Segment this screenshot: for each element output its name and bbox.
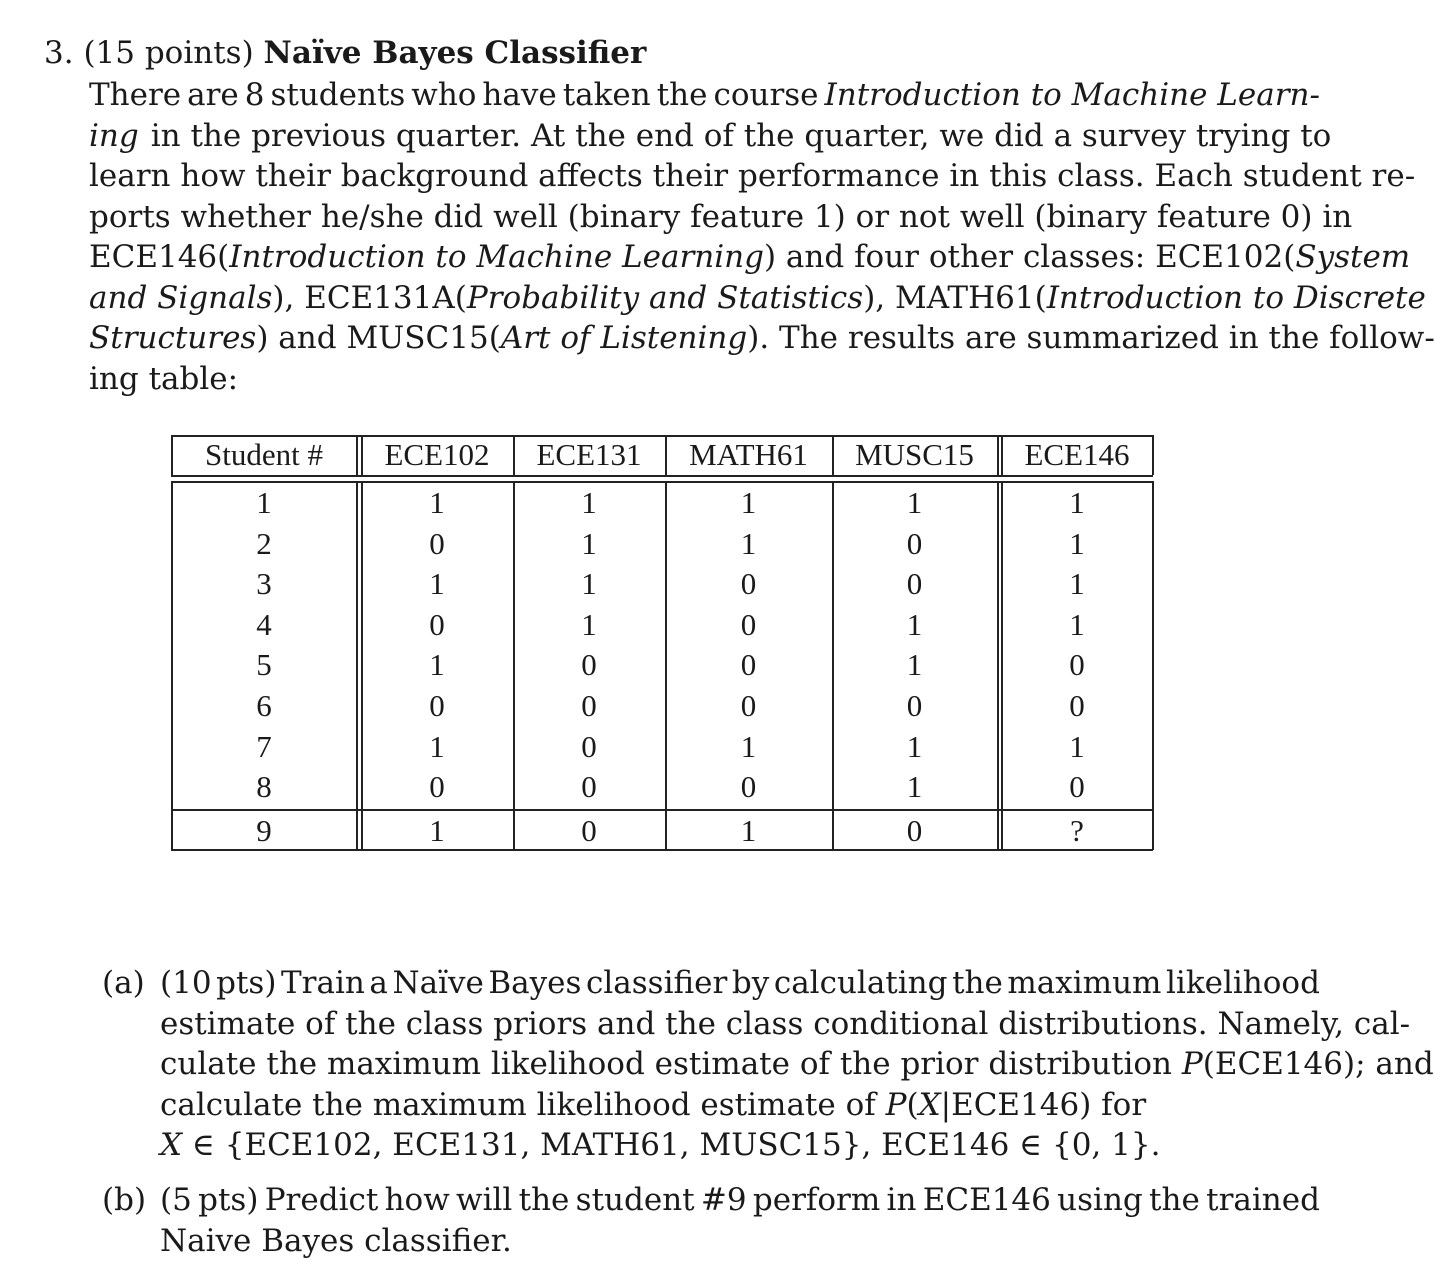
table-cell: 1 (906, 606, 923, 642)
table-cell: 0 (581, 688, 597, 723)
table-query-cell: ? (1070, 813, 1084, 848)
table-cell: 1 (906, 647, 923, 683)
word: (5 (160, 1182, 192, 1218)
table-cell: 1 (906, 769, 923, 805)
word: how (384, 1182, 450, 1218)
word: Naïve (392, 965, 484, 1001)
table-cell: 0 (581, 728, 597, 764)
word: ECE146 (922, 1182, 1051, 1218)
word: (10 (160, 965, 212, 1001)
table-cell: 0 (906, 688, 923, 723)
word: classifier (586, 965, 728, 1001)
table-cell: 0 (1069, 769, 1085, 805)
table-cell: 0 (740, 769, 757, 805)
word: perform (752, 1182, 881, 1218)
word: trained (1206, 1182, 1320, 1218)
word: calculating (773, 965, 948, 1001)
table-rule (171, 435, 1153, 437)
part-a-line-5: X ∈ {ECE102, ECE131, MATH61, MUSC15}, ECE146 ∈ {0, 1}. (160, 1127, 1161, 1163)
table-rule (171, 809, 1153, 811)
table-cell: 1 (581, 525, 597, 561)
part-a-line-4: calculate the maximum likelihood estimate of P(X|ECE146) for (160, 1087, 1147, 1123)
table-column-rule (665, 435, 667, 475)
table-cell: 7 (256, 728, 272, 764)
word: Predict (264, 1182, 379, 1218)
word: pts) (198, 1182, 259, 1218)
word: student (575, 1182, 695, 1218)
table-column-rule (513, 481, 515, 850)
word: Bayes (488, 965, 582, 1001)
survey-table (171, 435, 1153, 851)
table-column-rule (1001, 481, 1003, 850)
word: by (731, 965, 770, 1001)
word: likelihood (1166, 965, 1320, 1001)
word: will (456, 1182, 513, 1218)
table-cell: 4 (256, 606, 272, 642)
table-cell: 0 (1069, 688, 1085, 723)
word: a (369, 965, 388, 1001)
intro-line-3: learn how their background affects their performance in this class. Each student re- (89, 158, 1416, 194)
table-cell: 0 (429, 688, 445, 723)
intro-line-1 (89, 75, 1320, 115)
word: students (270, 77, 406, 113)
table-query-cell: 1 (429, 813, 445, 848)
table-column-rule (1152, 481, 1154, 850)
table-cell: 0 (740, 566, 757, 602)
table-cell: 0 (581, 769, 597, 805)
table-cell: 1 (1069, 728, 1085, 764)
table-cell: 0 (906, 566, 923, 602)
table-column-rule (665, 481, 667, 850)
table-cell: 1 (581, 566, 597, 602)
intro-line-8: ing table: (89, 361, 239, 397)
table-cell: 1 (581, 606, 597, 642)
table-query-cell: 9 (256, 813, 272, 848)
part-a-line-3: culate the maximum likelihood estimate of the prior distribution P(ECE146); and (160, 1046, 1434, 1082)
word: the (518, 1182, 570, 1218)
table-cell: 1 (1069, 485, 1085, 520)
table-header-cell: MATH61 (689, 437, 808, 472)
word: maximum (1007, 965, 1162, 1001)
table-cell: 1 (581, 485, 597, 520)
table-cell: 6 (256, 688, 272, 723)
table-cell: 1 (740, 485, 757, 520)
table-cell: 0 (740, 647, 757, 683)
table-cell: 3 (256, 566, 272, 602)
table-cell: 0 (906, 525, 923, 561)
intro-italic-ing: ing (89, 118, 139, 154)
word: course (713, 77, 819, 113)
table-column-rule (1152, 435, 1154, 475)
table-column-rule (832, 481, 834, 850)
table-cell: 1 (1069, 606, 1085, 642)
table-column-rule (361, 435, 363, 475)
table-rule (171, 475, 1153, 477)
word: the (952, 965, 1003, 1001)
table-column-rule (513, 435, 515, 475)
table-cell: 1 (429, 566, 445, 602)
table-header-cell: Student # (205, 437, 323, 472)
table-cell: 5 (256, 647, 272, 683)
intro-line-5: ECE146(Introduction to Machine Learning) and four other classes: ECE102(System (89, 239, 1411, 275)
table-cell: 1 (906, 728, 923, 764)
table-cell: 1 (256, 485, 272, 520)
table-cell: 0 (740, 688, 757, 723)
table-query-cell: 0 (906, 813, 923, 848)
table-rule (171, 849, 1153, 851)
word: have (482, 77, 557, 113)
table-cell: 0 (429, 769, 445, 805)
table-cell: 1 (429, 728, 445, 764)
word: who (411, 77, 477, 113)
italic-phrase: Introduction to Machine Learn- (824, 77, 1320, 113)
word: using (1057, 1182, 1143, 1218)
table-cell: 1 (429, 485, 445, 520)
table-query-cell: 1 (740, 813, 757, 848)
problem-heading (44, 33, 646, 73)
word: #9 (700, 1182, 747, 1218)
table-column-rule (171, 435, 173, 475)
table-rule (171, 481, 1153, 483)
table-cell: 1 (906, 485, 923, 520)
table-cell: 0 (429, 606, 445, 642)
table-column-rule (1001, 435, 1003, 475)
table-column-rule (361, 481, 363, 850)
intro-line-2-text: in the previous quarter. At the end of the quarter, we did a survey trying to (150, 118, 1332, 154)
word: pts) (216, 965, 277, 1001)
word: Train (280, 965, 365, 1001)
table-cell: 1 (429, 647, 445, 683)
problem-number: 3. (44, 35, 74, 71)
table-cell: 0 (581, 647, 597, 683)
intro-line-4: ports whether he/she did well (binary feature 1) or not well (binary feature 0) in (89, 199, 1353, 235)
table-column-rule (356, 481, 358, 850)
table-cell: 2 (256, 525, 272, 561)
table-cell: 1 (1069, 525, 1085, 561)
part-a-label: (a) (102, 965, 145, 1001)
table-cell: 0 (429, 525, 445, 561)
table-query-cell: 0 (581, 813, 597, 848)
part-a-line-1 (160, 963, 1320, 1003)
table-cell: 1 (740, 728, 757, 764)
table-header-cell: ECE131 (536, 437, 642, 472)
table-cell: 1 (1069, 566, 1085, 602)
word: There (89, 77, 182, 113)
table-column-rule (356, 435, 358, 475)
table-column-rule (171, 481, 173, 850)
table-cell: 0 (740, 606, 757, 642)
word: the (656, 77, 708, 113)
table-column-rule (997, 435, 999, 475)
table-column-rule (832, 435, 834, 475)
word: 8 (244, 77, 265, 113)
table-cell: 8 (256, 769, 272, 805)
intro-line-7: Structures) and MUSC15(Art of Listening). The results are summarized in the follow- (89, 320, 1435, 356)
table-header-cell: ECE146 (1024, 437, 1130, 472)
problem-title: Naïve Bayes Classifier (263, 35, 647, 71)
word: are (187, 77, 239, 113)
word: the (1149, 1182, 1200, 1218)
table-cell: 0 (1069, 647, 1085, 683)
table-column-rule (997, 481, 999, 850)
part-b-label: (b) (102, 1182, 147, 1218)
table-header-cell: MUSC15 (855, 437, 974, 472)
word: in (886, 1182, 917, 1218)
part-a-line-2: estimate of the class priors and the class conditional distributions. Namely, cal- (160, 1006, 1411, 1042)
word: taken (562, 77, 651, 113)
intro-line-2 (89, 116, 1332, 156)
table-header-cell: ECE102 (384, 437, 490, 472)
table-cell: 1 (740, 525, 757, 561)
part-b-line-1 (160, 1180, 1320, 1220)
intro-line-6: and Signals), ECE131A(Probability and Statistics), MATH61(Introduction to Discrete (89, 280, 1426, 316)
problem-points: (15 points) (83, 35, 254, 71)
part-b-line-2: Naive Bayes classifier. (160, 1223, 512, 1259)
